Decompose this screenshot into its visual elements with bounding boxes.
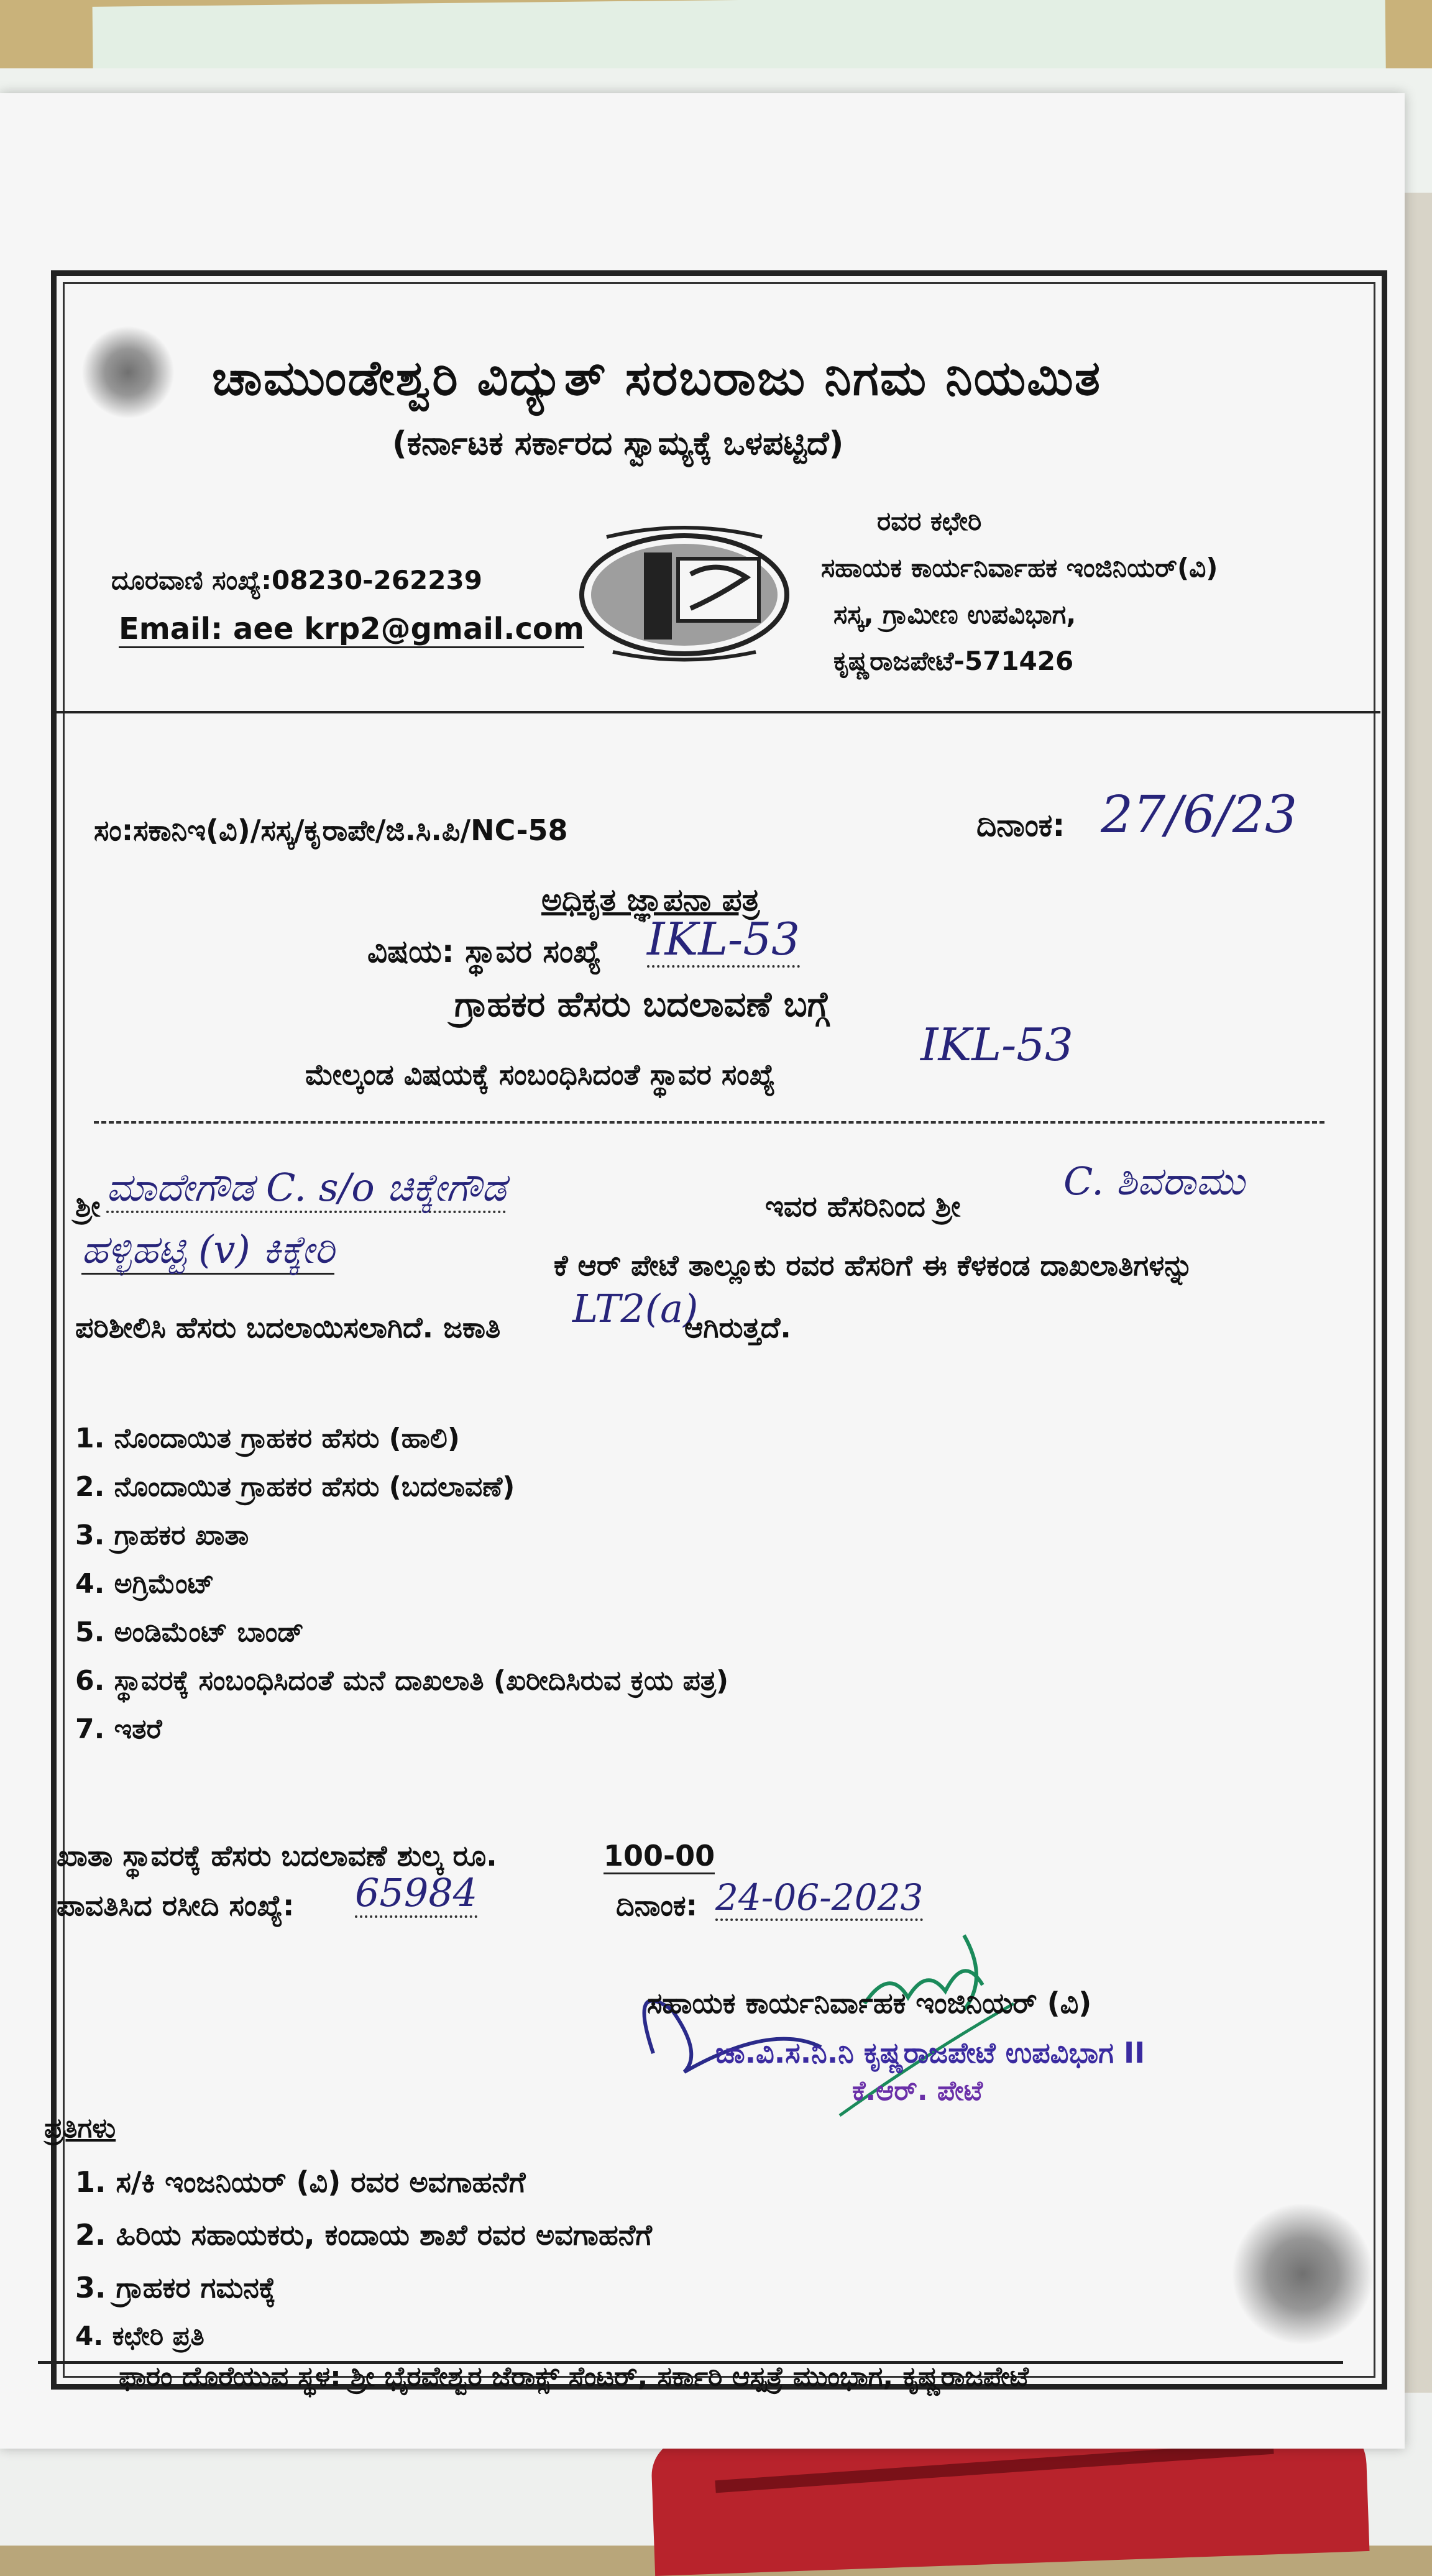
document-item: 4. ಅಗ್ರಿಮೆಂಟ್ [75, 1568, 214, 1600]
organization-subtitle: (ಕರ್ನಾಟಕ ಸರ್ಕಾರದ ಸ್ವಾಮ್ಯಕ್ಕೆ ಒಳಪಟ್ಟಿದೆ) [392, 425, 844, 462]
memo-title: ಅಧಿಕೃತ ಜ್ಞಾಪನಾ ಪತ್ರ [541, 882, 760, 918]
header-divider [57, 711, 1380, 713]
copies-label: ಪ್ರತಿಗಳು [44, 2112, 116, 2144]
cesc-emblem-icon [569, 521, 799, 664]
signatory-role: ಸಹಾಯಕ ಕಾರ್ಯನಿರ್ವಾಹಕ ಇಂಜಿನಿಯರ್ (ವಿ) [647, 1986, 1092, 2020]
receipt-label: ಪಾವತಿಸಿದ ರಸೀದಿ ಸಂಖ್ಯೆ: [57, 1889, 295, 1922]
footer-note: ಫಾರಂ ದೊರೆಯುವ ಸ್ಥಳ: ಶ್ರೀ ಭೈರವೇಶ್ವರ ಜೆರಾಕ್ಸ್ ಸೆಂಟರ್, ಸರ್ಕಾರಿ ಆಸ್ಪತ್ರೆ ಮುಂಭಾಗ, ಕೃಷ್ಣರಾಜಪೇಟೆ [119, 2361, 1029, 2393]
document-item: 5. ಅಂಡಿಮೆಂಟ್ ಬಾಂಡ್ [75, 1616, 304, 1648]
phone-number: ದೂರವಾಣಿ ಸಂಖ್ಯೆ:08230-262239 [111, 565, 482, 595]
address-line: ಸಹಾಯಕ ಕಾರ್ಯನಿರ್ವಾಹಕ ಇಂಜಿನಿಯರ್(ವಿ) [821, 552, 1218, 583]
dashed-divider [94, 1121, 1324, 1124]
document-item: 6. ಸ್ಥಾವರಕ್ಕೆ ಸಂಬಂಧಿಸಿದಂತೆ ಮನೆ ದಾಖಲಾತಿ (ಖರೀದಿಸಿರುವ ಕ್ರಯ ಪತ್ರ) [75, 1665, 729, 1697]
subject-value: IKL-53 [647, 913, 800, 968]
village-name: ಹಳ್ಳಿಹಟ್ಟಿ (v) ಕಿಕ್ಕೇರಿ [81, 1227, 334, 1275]
sri-prefix: ಶ್ರೀ [75, 1189, 101, 1223]
document-item: 1. ನೊಂದಾಯಿತ ಗ್ರಾಹಕರ ಹೆಸರು (ಹಾಲಿ) [75, 1423, 460, 1454]
signature-scribble [616, 1929, 1051, 2128]
old-name-suffix: ಇವರ ಹೆಸರಿನಿಂದ ಶ್ರೀ [765, 1189, 961, 1223]
new-consumer-name: C. ಶಿವರಾಮು [1063, 1158, 1245, 1204]
installation-number: IKL-53 [920, 1019, 1073, 1071]
signatory-place: ಕೆ.ಆರ್. ಪೇಟೆ [852, 2075, 983, 2107]
ink-smudge [1231, 2202, 1374, 2345]
name-change-heading: ಗ್ರಾಹಕರ ಹೆಸರು ಬದಲಾವಣೆ ಬಗ್ಗೆ [454, 984, 830, 1025]
signatory-office: ಚಾ.ವಿ.ಸ.ನಿ.ನಿ ಕೃಷ್ಣರಾಜಪೇಟೆ ಉಪವಿಭಾಗ II [715, 2036, 1145, 2070]
ink-smudge [81, 326, 175, 419]
body-line-3a: ಪರಿಶೀಲಿಸಿ ಹೆಸರು ಬದಲಾಯಿಸಲಾಗಿದೆ. ಜಕಾತಿ [75, 1311, 501, 1344]
paragraph-intro: ಮೇಲ್ಕಂಡ ವಿಷಯಕ್ಕೆ ಸಂಬಂಧಿಸಿದಂತೆ ಸ್ಥಾವರ ಸಂಖ್ಯೆ [305, 1058, 776, 1091]
address-line: ರವರ ಕಛೇರಿ [877, 506, 982, 536]
document-item: 2. ನೊಂದಾಯಿತ ಗ್ರಾಹಕರ ಹೆಸರು (ಬದಲಾವಣೆ) [75, 1471, 515, 1503]
address-line: ಸಸ್ಕ, ಗ್ರಾಮೀಣ ಉಪವಿಭಾಗ, [833, 599, 1076, 630]
document-item: 3. ಗ್ರಾಹಕರ ಖಾತಾ [75, 1519, 249, 1551]
reference-number: ಸಂ:ಸಕಾನಿಇ(ವಿ)/ಸಸ್ಕ/ಕೃರಾಪೇ/ಜಿ.ಸಿ.ಪಿ/NC-58 [94, 814, 568, 847]
date-value: 27/6/23 [1101, 786, 1298, 845]
copy-item: 1. ಸ/ಕಿ ಇಂಜನಿಯರ್ (ವಿ) ರವರ ಅವಗಾಹನೆಗೆ [75, 2165, 526, 2199]
date-label: ದಿನಾಂಕ: [976, 807, 1065, 843]
body-line-3b: ಆಗಿರುತ್ತದೆ. [684, 1311, 791, 1344]
tariff-value: LT2(a) [572, 1286, 699, 1331]
copy-item: 4. ಕಛೇರಿ ಪ್ರತಿ [75, 2321, 204, 2351]
receipt-number: 65984 [355, 1870, 477, 1918]
fee-label: ಖಾತಾ ಸ್ಥಾವರಕ್ಕೆ ಹೆಸರು ಬದಲಾವಣೆ ಶುಲ್ಕ ರೂ. [57, 1839, 497, 1872]
old-consumer-name: ಮಾದೇಗೌಡ C. s/o ಚಿಕ್ಕೇಗೌಡ [106, 1165, 506, 1213]
body-line-2: ಕೆ ಆರ್ ಪೇಟೆ ತಾಲ್ಲೂಕು ರವರ ಹೆಸರಿಗೆ ಈ ಕೆಳಕಂಡ ದಾಖಲಾತಿಗಳನ್ನು [554, 1249, 1193, 1282]
document-paper [0, 93, 1405, 2449]
copy-item: 2. ಹಿರಿಯ ಸಹಾಯಕರು, ಕಂದಾಯ ಶಾಖೆ ರವರ ಅವಗಾಹನೆಗೆ [75, 2218, 652, 2252]
receipt-date: 24-06-2023 [715, 1876, 923, 1921]
copy-item: 3. ಗ್ರಾಹಕರ ಗಮನಕ್ಕೆ [75, 2271, 276, 2304]
memo-form [44, 270, 1387, 2393]
email-address: Email: aee krp2@gmail.com [119, 612, 584, 648]
organization-name: ಚಾಮುಂಡೇಶ್ವರಿ ವಿದ್ಯುತ್ ಸರಬರಾಜು ನಿಗಮ ನಿಯಮಿತ [212, 351, 1102, 406]
subject-label: ವಿಷಯ: ಸ್ಥಾವರ ಸಂಖ್ಯೆ [367, 933, 602, 969]
receipt-date-label: ದಿನಾಂಕ: [616, 1889, 698, 1922]
fee-amount: 100-00 [604, 1839, 715, 1874]
document-item: 7. ಇತರೆ [75, 1713, 162, 1745]
address-line: ಕೃಷ್ಣರಾಜಪೇಟೆ-571426 [833, 646, 1074, 676]
